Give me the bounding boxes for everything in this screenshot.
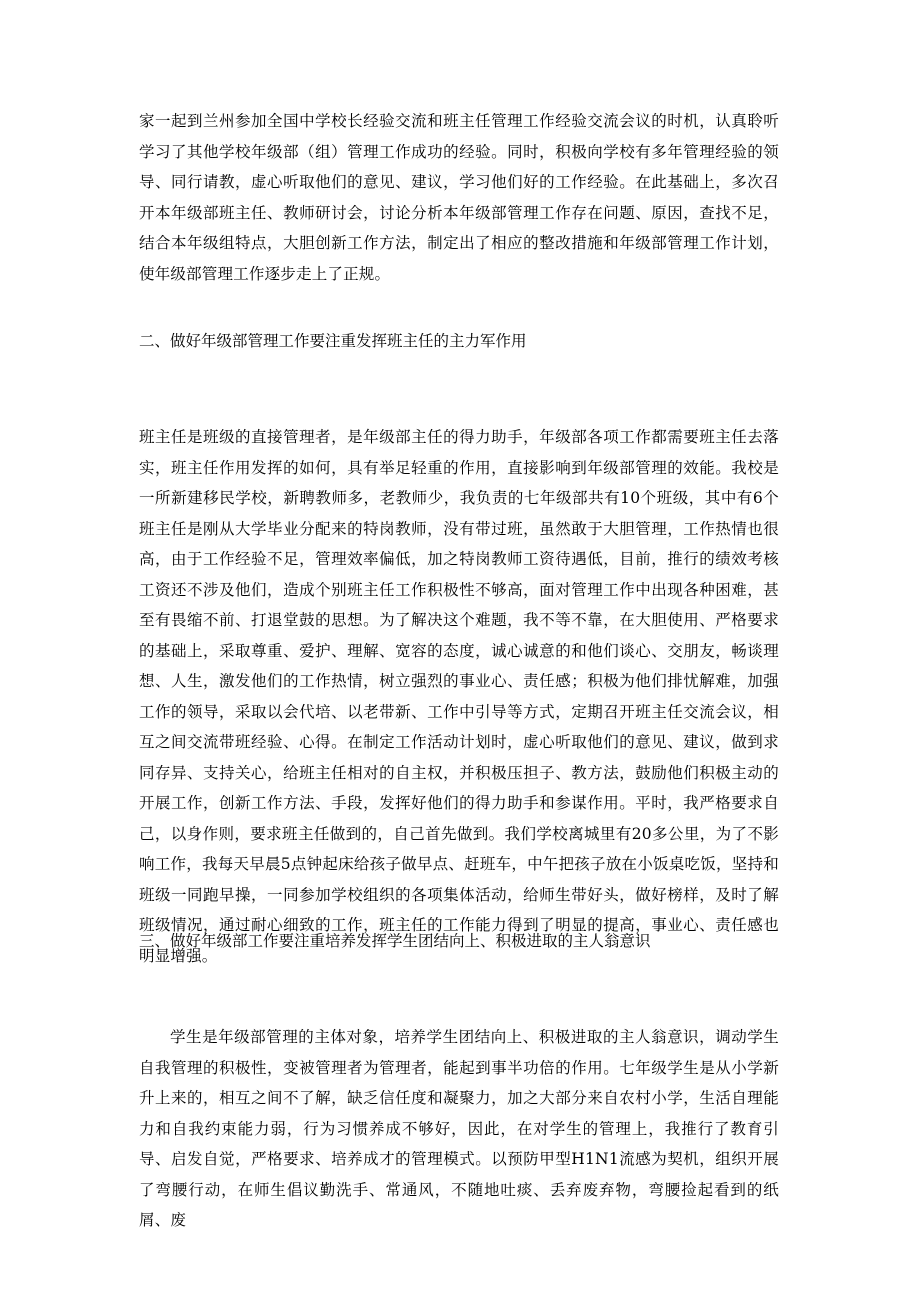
section-heading-2: 二、做好年级部管理工作要注重发挥班主任的主力军作用 xyxy=(139,332,527,350)
paragraph-2: 班主任是班级的直接管理者，是年级部主任的得力助手，年级部各项工作都需要班主任去落实，班主任作用发挥的如何，具有举足轻重的作用，直接影响到年级部管理的效能。我校是一所新建移民学校，新聘教师多，老教师少，我负责的七年级部共有10个班级，其中有6个班主任是刚从大学毕业分配来的特岗教师，没有带过班，虽然敢于大胆管理，工作热情也很高，由于工作经验不足，管理效率偏低，加之特岗教师工资待遇低，目前，推行的绩效考核工资还不涉及他们，造成个别班主任工作积极性不够高，面对管理工作中出现各种困难，甚至有畏缩不前、打退堂鼓的思想。为了解决这个难题，我不等不靠，在大胆使用、严格要求的基础上，采取尊重、爱护、理解、宽容的态度，诚心诚意的和他们谈心、交朋友，畅谈理想、人生，激发他们的工作热情，树立强烈的事业心、责任感；积极为他们排忧解难，加强工作的领导，采取以会代培、以老带新、工作中引导等方式，定期召开班主任交流会议，相互之间交流带班经验、心得。在制定工作活动计划时，虚心听取他们的意见、建议，做到求同存异、支持关心，给班主任相对的自主权，并积极压担子、教方法，鼓励他们积极主动的开展工作，创新工作方法、手段，发挥好他们的得力助手和参谋作用。平时，我严格要求自己，以身作则，要求班主任做到的，自己首先做到。我们学校离城里有20多公里，为了不影响工作，我每天早晨5点钟起床给孩子做早点、赶班车，中午把孩子放在小饭桌吃饭，坚持和班级一同跑早操，一同参加学校组织的各项集体活动，给师生带好头，做好榜样，及时了解班级情况，通过耐心细致的工作，班主任的工作能力得到了明显的提高，事业心、责任感也明显增强。 xyxy=(139,428,779,965)
paragraph-1: 家一起到兰州参加全国中学校长经验交流和班主任管理工作经验交流会议的时机，认真聆听学习了其他学校年级部（组）管理工作成功的经验。同时，积极向学校有多年管理经验的领导、同行请教，虚心听取他们的意见、建议，学习他们好的工作经验。在此基础上，多次召开本年级部班主任、教师研讨会，讨论分析本年级部管理工作存在问题、原因，查找不足，结合本年级组特点，大胆创新工作方法，制定出了相应的整改措施和年级部管理工作计划，使年级部管理工作逐步走上了正规。 xyxy=(139,112,779,283)
paragraph-3: 学生是年级部管理的主体对象，培养学生团结向上、积极进取的主人翁意识，调动学生自我管理的积极性，变被管理者为管理者，能起到事半功倍的作用。七年级学生是从小学新升上来的，相互之间不了解，缺乏信任度和凝聚力，加之大部分来自农村小学，生活自理能力和自我约束能力弱，行为习惯养成不够好，因此，在对学生的管理上，我推行了教育引导、启发自觉，严格要求、培养成才的管理模式。以预防甲型H1N1流感为契机，组织开展了弯腰行动，在师生倡议勤洗手、常通风，不随地吐痰、丢弃废弃物，弯腰捡起看到的纸屑、废 xyxy=(139,1028,779,1229)
section-heading-3: 三、做好年级部工作要注重培养发挥学生团结向上、积极进取的主人翁意识 xyxy=(139,932,651,950)
